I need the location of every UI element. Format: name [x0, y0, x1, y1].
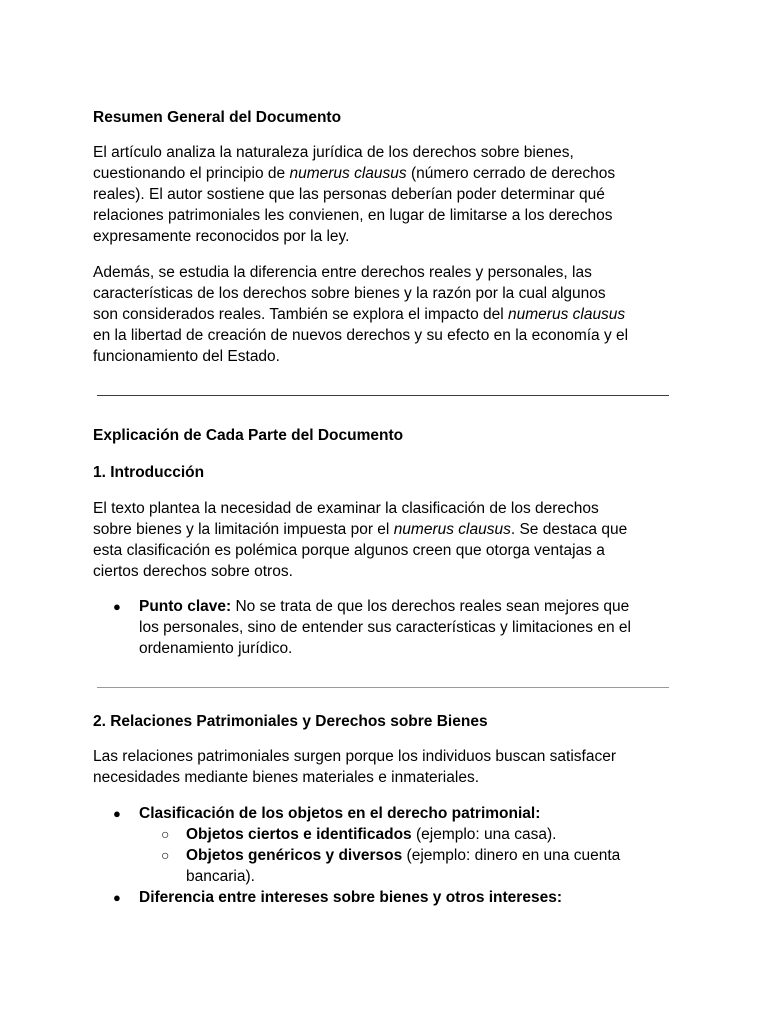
text-line: reales). El autor sostiene que las personas deberían poder determinar qué	[93, 186, 605, 203]
italic-term: numerus clausus	[393, 521, 511, 538]
text-line: cuestionando el principio de numerus clausus (número cerrado de derechos	[93, 165, 616, 182]
explanation-heading: Explicación de Cada Parte del Documento	[93, 427, 404, 444]
text-line: expresamente reconocidos por la ley.	[93, 228, 350, 245]
bullet-icon: ●	[113, 806, 121, 821]
text-line: sobre bienes y la limitación impuesta por el numerus clausus. Se destaca que	[93, 521, 628, 538]
section-2-heading: 2. Relaciones Patrimoniales y Derechos sobre Bienes	[93, 713, 488, 730]
summary-paragraph-1	[93, 142, 693, 247]
text-line: los personales, sino de entender sus características y limitaciones en el	[139, 619, 631, 636]
section-2-bullet-1	[139, 803, 699, 824]
text-line: características de los derechos sobre bienes y la razón por la cual algunos	[93, 285, 606, 302]
italic-term: numerus clausus	[508, 306, 626, 323]
text-line: en la libertad de creación de nuevos derechos y su efecto en la economía y el	[93, 327, 629, 344]
text-line: relaciones patrimoniales les convienen, en lugar de limitarse a los derechos	[93, 207, 613, 224]
text-line: Además, se estudia la diferencia entre derechos reales y personales, las	[93, 264, 592, 281]
text-line: El artículo analiza la naturaleza jurídica de los derechos sobre bienes,	[93, 144, 574, 161]
key-point-label: Punto clave:	[139, 598, 232, 615]
text-line: Punto clave: No se trata de que los derechos reales sean mejores que	[139, 598, 630, 615]
text-line: ciertos derechos sobre otros.	[93, 563, 293, 580]
section-2-paragraph	[93, 746, 693, 788]
text-line: El texto plantea la necesidad de examinar la clasificación de los derechos	[93, 500, 599, 517]
section-1-heading: 1. Introducción	[93, 464, 205, 481]
text-line: Las relaciones patrimoniales surgen porque los individuos buscan satisfacer	[93, 748, 616, 765]
text-line: funcionamiento del Estado.	[93, 348, 280, 365]
bullet-icon: ●	[113, 599, 121, 614]
text-line: esta clasificación es polémica porque algunos creen que otorga ventajas a	[93, 542, 605, 559]
text-line: Diferencia entre intereses sobre bienes y otros intereses:	[139, 889, 562, 906]
sub-bullet-icon: ○	[161, 826, 170, 842]
summary-heading: Resumen General del Documento	[93, 109, 342, 126]
text-line: ordenamiento jurídico.	[139, 640, 293, 657]
section-1-paragraph	[93, 498, 693, 582]
text-line: necesidades mediante bienes materiales e inmateriales.	[93, 769, 479, 786]
bullet-icon: ●	[113, 890, 121, 905]
section-2-sub-item-1	[186, 824, 706, 845]
text-line: Objetos genéricos y diversos (ejemplo: dinero en una cuenta	[186, 847, 621, 864]
italic-term: numerus clausus	[289, 165, 407, 182]
section-1-key-point	[139, 596, 699, 659]
text-line: Clasificación de los objetos en el derecho patrimonial:	[139, 805, 541, 822]
horizontal-rule	[97, 395, 669, 396]
text-line: Objetos ciertos e identificados (ejemplo: una casa).	[186, 826, 557, 843]
section-2-bullet-2	[139, 887, 699, 908]
sub-bullet-icon: ○	[161, 847, 170, 863]
summary-paragraph-2	[93, 262, 693, 367]
text-line: son considerados reales. También se explora el impacto del numerus clausus	[93, 306, 626, 323]
text-line: bancaria).	[186, 868, 255, 885]
horizontal-rule	[97, 687, 669, 688]
section-2-sub-item-2	[186, 845, 706, 887]
